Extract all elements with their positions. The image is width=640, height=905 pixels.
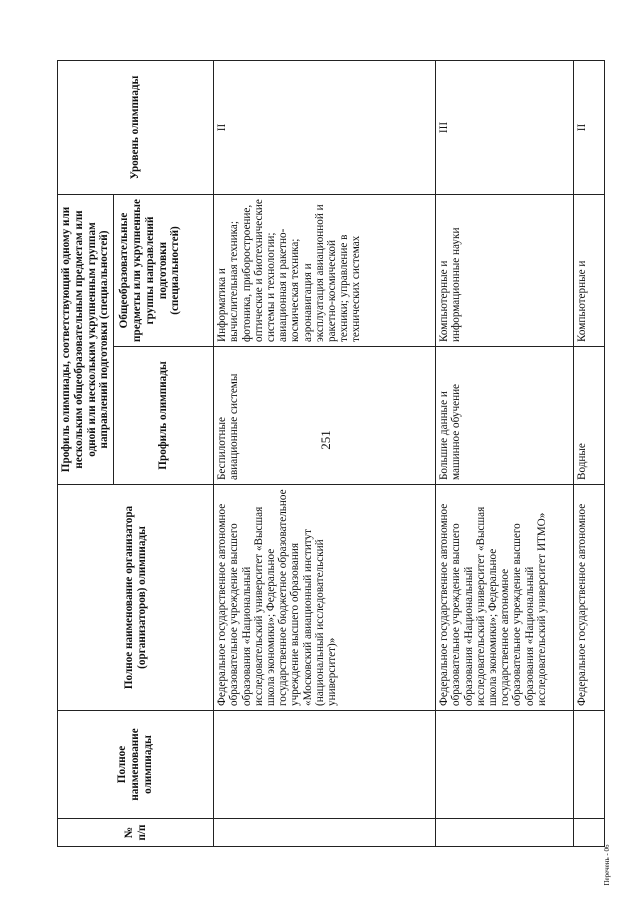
row-organizer: Федеральное государственное автономное [574, 485, 605, 711]
row-organizer: Федеральное государственное автономное образовательное учреждение высшего образования «Национальный исследовательский университет «Высшая школа экономики»; Федеральное государственное автономное образовательное учреждение высшего образования «Национальный исследовательский университет ИТМО» [436, 485, 574, 711]
row-subjects: Компьютерные и [574, 195, 605, 347]
footer-note: Перечень - 06 [603, 844, 611, 886]
olympiad-table [57, 60, 605, 847]
row-num [214, 819, 436, 847]
header-row-1 [58, 61, 114, 847]
table-row [214, 61, 436, 847]
row-num [574, 819, 605, 847]
table-row [574, 61, 605, 847]
row-subjects: Компьютерные и информационные науки [436, 195, 574, 347]
row-profile: Водные [574, 347, 605, 485]
page-number: 251 [318, 430, 333, 450]
row-level: II [214, 61, 436, 195]
header-profile: Профиль олимпиады [114, 347, 214, 485]
row-level: II [574, 61, 605, 195]
header-name: Полное наименование олимпиады [58, 711, 214, 819]
header-level: Уровень олимпиады [58, 61, 214, 195]
header-organizer: Полное наименование организатора (организаторов) олимпиады [58, 485, 214, 711]
row-name [574, 711, 605, 819]
row-level: III [436, 61, 574, 195]
header-subjects: Общеобразовательные предметы или укрупненные группы направлений подготовки (специальностей) [114, 195, 214, 347]
table-row [436, 61, 574, 847]
row-num [436, 819, 574, 847]
row-subjects: Информатика и вычислительная техника; фотоника, приборостроение, оптические и биотехнические системы и технологии; авиационная и ракетно-космическая техника; аэронавигация и эксплуатация авиационной и ракетно-космической техники; управление в технических системах [214, 195, 436, 347]
row-profile: Большие данные и машинное обучение [436, 347, 574, 485]
header-profile-group: Профиль олимпиады, соответствующий одному или нескольким общеобразовательным предметам или одной или нескольким укрупненным группам направлений подготовки (специальностей) [58, 195, 114, 485]
olympiad-table-rotated [57, 61, 590, 847]
row-organizer: Федеральное государственное автономное образовательное учреждение высшего образования «Национальный исследовательский университет «Высшая школа экономики»; Федеральное государственное бюджетное образовательное учреждение высшего образования «Московский авиационный институт (национальный исследовательский университет)» [214, 485, 436, 711]
row-name [436, 711, 574, 819]
row-name [214, 711, 436, 819]
row-profile: Беспилотные авиационные системы [214, 347, 436, 485]
header-num: № п/п [58, 819, 214, 847]
